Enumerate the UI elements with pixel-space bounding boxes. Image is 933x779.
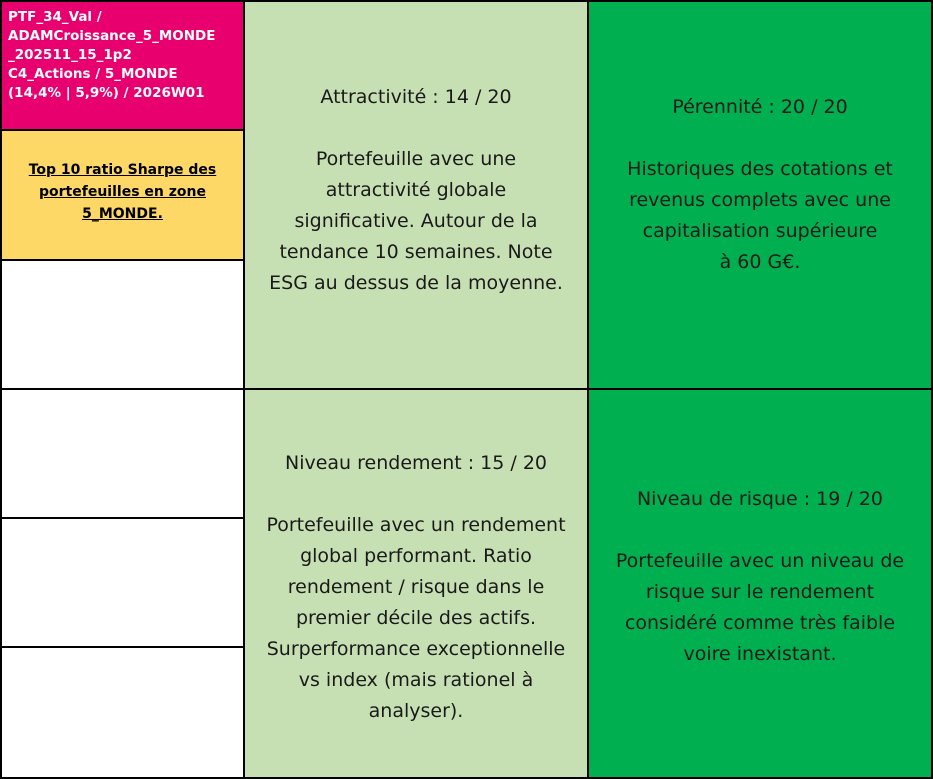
subtitle-line-3: 5_MONDE. xyxy=(82,206,163,222)
perennite-line-1: Historiques des cotations et xyxy=(627,158,893,180)
header-line-4: C4_Actions / 5_MONDE xyxy=(8,66,178,82)
ranking-subtitle xyxy=(0,129,245,261)
header-line-1: PTF_34_Val / xyxy=(8,9,102,25)
empty-cell xyxy=(0,517,245,648)
risque-title: Niveau de risque : 19 / 20 xyxy=(636,487,884,510)
attractivite-title: Attractivité : 14 / 20 xyxy=(320,85,512,108)
perennite-score-cell xyxy=(587,0,933,390)
attractivite-line-1: Portefeuille avec une xyxy=(315,147,517,170)
attractivite-line-4: tendance 10 semaines. Note xyxy=(279,240,553,263)
risque-line-2: risque sur le rendement xyxy=(645,580,875,603)
portfolio-header xyxy=(0,0,245,131)
empty-cell xyxy=(0,388,245,519)
header-line-5: (14,4% | 5,9%) / 2026W01 xyxy=(8,85,205,101)
perennite-description xyxy=(627,154,893,278)
header-line-3: _202511_15_1p2 xyxy=(8,47,132,63)
rendement-line-1: Portefeuille avec un rendement xyxy=(266,514,566,536)
subtitle-line-2: portefeuilles en zone xyxy=(39,184,206,200)
risque-line-3: considéré comme très faible xyxy=(624,611,896,634)
rendement-line-7: analyser). xyxy=(368,700,464,722)
empty-cell xyxy=(0,646,245,779)
ranking-subtitle-text xyxy=(29,159,217,259)
empty-cell xyxy=(0,259,245,390)
attractivite-description xyxy=(269,144,563,299)
attractivite-line-2: attractivité globale xyxy=(325,178,507,201)
risque-score-cell xyxy=(587,388,933,779)
header-line-2: ADAMCroissance_5_MONDE xyxy=(8,28,216,44)
rendement-description xyxy=(266,510,565,727)
attractivite-line-5: ESG au dessus de la moyenne. xyxy=(269,271,563,294)
rendement-line-6: vs index (mais rationel à xyxy=(298,669,534,691)
risque-description xyxy=(616,546,904,670)
rendement-title: Niveau rendement : 15 / 20 xyxy=(284,452,548,474)
perennite-line-3: capitalisation supérieure xyxy=(642,220,878,242)
rendement-line-4: premier décile des actifs. xyxy=(295,607,537,629)
perennite-title: Pérennité : 20 / 20 xyxy=(672,96,848,118)
risque-line-4: voire inexistant. xyxy=(683,642,837,665)
risque-line-1: Portefeuille avec un niveau de xyxy=(615,549,905,572)
perennite-line-4: à 60 G€. xyxy=(719,251,801,273)
rendement-line-5: Surperformance exceptionnelle xyxy=(266,638,566,660)
attractivite-line-3: significative. Autour de la xyxy=(294,209,538,232)
attractivite-score-cell xyxy=(243,0,589,390)
rendement-score-cell xyxy=(243,388,589,779)
rendement-line-2: global performant. Ratio xyxy=(300,545,532,567)
rendement-line-3: rendement / risque dans le xyxy=(287,576,545,598)
subtitle-line-1: Top 10 ratio Sharpe des xyxy=(28,162,217,178)
perennite-line-2: revenus complets avec une xyxy=(629,189,891,211)
